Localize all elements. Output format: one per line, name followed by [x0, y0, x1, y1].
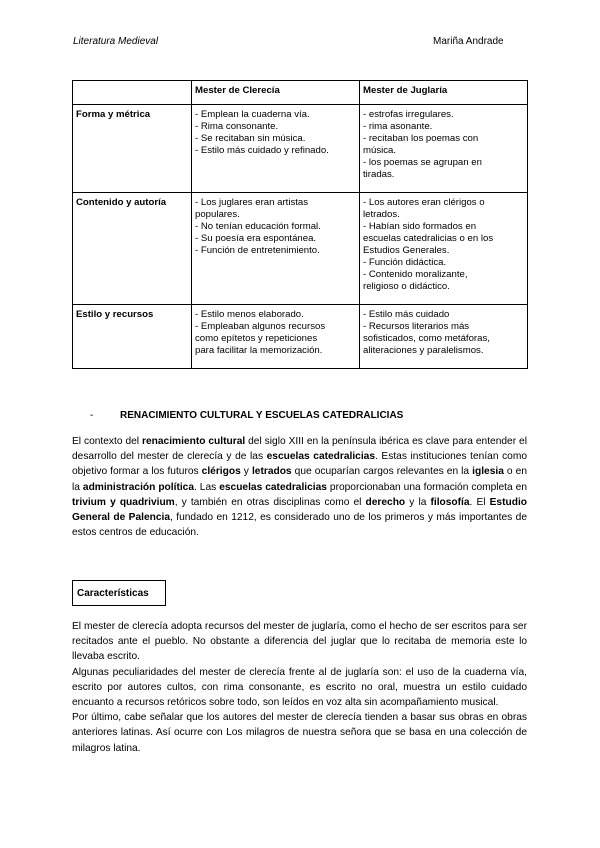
cell-line: aliteraciones y paralelismos.	[363, 345, 484, 356]
bold-term: trivium y quadrivium	[72, 496, 175, 508]
cell-line: música.	[363, 145, 397, 156]
cell-line: - rima asonante.	[363, 121, 433, 132]
cell-line: - No tenían educación formal.	[195, 221, 321, 232]
table-row	[73, 193, 528, 305]
intro-paragraph	[72, 434, 527, 540]
text-run: proporcionaban una formación completa en	[326, 481, 527, 493]
cell-line: tiradas.	[363, 169, 395, 180]
bold-term: administración política	[82, 481, 194, 493]
paragraph: Algunas peculiaridades del mester de clerecía frente al de juglaría son: el uso de la cuaderna vía, escrito por autores cultos, con rima consonante, es escrito no oral, muestra un estilo cuidado encuanto a recursos retóricos sobre todo, son leídos en voz alta sin acompañamiento musical.	[72, 666, 527, 709]
cell-line: - Estilo más cuidado y refinado.	[195, 145, 329, 156]
cell-line: como epítetos y repeticiones	[195, 333, 318, 344]
header-title: Literatura Medieval	[73, 36, 159, 47]
table-row	[73, 305, 528, 369]
text-run: , fundado en 1212, es considerado uno de los primeros y más importantes de estos centros de educación.	[72, 512, 527, 539]
text-run: o en la	[72, 466, 527, 493]
cell-line: escuelas catedralicias o en los	[363, 233, 494, 244]
juglaria-cell	[360, 305, 528, 369]
row-label: Forma y métrica	[73, 105, 192, 193]
bold-term: escuelas catedralicias	[219, 481, 327, 493]
cell-line: - recitaban los poemas con	[363, 133, 479, 144]
clerecia-cell	[192, 105, 360, 193]
cell-line: - estrofas irregulares.	[363, 109, 454, 120]
text-run: . Las	[194, 481, 220, 493]
bold-term: renacimiento cultural	[142, 436, 246, 447]
bold-term: Estudio General de Palencia	[72, 496, 527, 524]
juglaria-cell	[360, 105, 528, 193]
cell-line: para facilitar la memorización.	[195, 345, 323, 356]
text-run: . El	[469, 496, 490, 508]
clerecia-cell	[192, 305, 360, 369]
clerecia-cell	[192, 193, 360, 305]
juglaria-cell	[360, 193, 528, 305]
bold-term: iglesia	[472, 466, 504, 478]
section-heading	[90, 410, 403, 421]
cell-line: - Los autores eran clérigos o	[363, 197, 485, 208]
table-header-clerecia: Mester de Clerecía	[192, 81, 360, 105]
paragraph: Por último, cabe señalar que los autores del mester de clerecía tienden a basar sus obras en obras anteriores latinas. Así ocurre con Los milagros de nuestra señora que se basa en una colección de milagros latina.	[72, 712, 527, 754]
cell-line: letrados.	[363, 209, 400, 220]
cell-line: - Habían sido formados en	[363, 221, 477, 232]
text-run: El contexto del	[72, 436, 143, 447]
section-title: RENACIMIENTO CULTURAL Y ESCUELAS CATEDRALICIAS	[120, 410, 404, 421]
paragraph: El mester de clerecía adopta recursos del mester de juglaría, como el hecho de ser escritos para ser recitados ante el pueblo. No obstante a diferencia del juglar que lo recitaba de memoria este lo llevaba escrito.	[72, 621, 527, 663]
cell-line: - Función didáctica.	[363, 257, 447, 268]
cell-line: sofisticados, como metáforas,	[363, 333, 490, 344]
cell-line: - Empleaban algunos recursos	[195, 321, 326, 332]
bold-term: derecho	[365, 496, 406, 508]
text-run: , y también en otras disciplinas como el	[174, 496, 366, 508]
cell-line: - Contenido moralizante,	[363, 269, 468, 280]
text-run: que ocuparían cargos relevantes en la	[291, 466, 473, 478]
cell-line: - Estilo más cuidado	[363, 309, 450, 320]
table-header-empty	[73, 81, 192, 105]
cell-line: - Función de entretenimiento.	[195, 245, 320, 256]
cell-line: - Rima consonante.	[195, 121, 279, 132]
cell-line: - Recursos literarios más	[363, 321, 470, 332]
row-label: Contenido y autoría	[73, 193, 192, 305]
text-run: y la	[405, 496, 431, 508]
text-run: y	[240, 466, 252, 478]
text-run: . Estas instituciones tenían como objetivo formar a los futuros	[72, 451, 527, 478]
bold-term: filosofía	[430, 496, 470, 508]
cell-line: Estudios Generales.	[363, 245, 450, 256]
bold-term: letrados	[251, 466, 292, 478]
cell-line: - Su poesía era espontánea.	[195, 233, 317, 244]
header-author: Mariña Andrade	[433, 36, 504, 47]
cell-line: - Se recitaban sin música.	[195, 133, 306, 144]
text-run: del siglo XIII en la península ibérica es clave para entender el desarrollo del mester de clerecía y de las	[72, 436, 527, 463]
bold-term: clérigos	[201, 466, 241, 478]
bold-term: escuelas catedralicias	[266, 451, 376, 463]
cell-line: - los poemas se agrupan en	[363, 157, 482, 168]
characteristics-box: Características	[72, 580, 166, 606]
table-header-row	[73, 81, 528, 105]
cell-line: religioso o didáctico.	[363, 281, 450, 292]
cell-line: - Los juglares eran artistas	[195, 197, 309, 208]
characteristics-text	[72, 619, 527, 756]
table-row	[73, 105, 528, 193]
comparison-table	[72, 80, 528, 369]
cell-line: - Estilo menos elaborado.	[195, 309, 304, 320]
table-header-juglaria: Mester de Juglaría	[360, 81, 528, 105]
cell-line: populares.	[195, 209, 240, 220]
cell-line: - Emplean la cuaderna vía.	[195, 109, 310, 120]
row-label: Estilo y recursos	[73, 305, 192, 369]
bullet-dash: -	[90, 410, 94, 421]
